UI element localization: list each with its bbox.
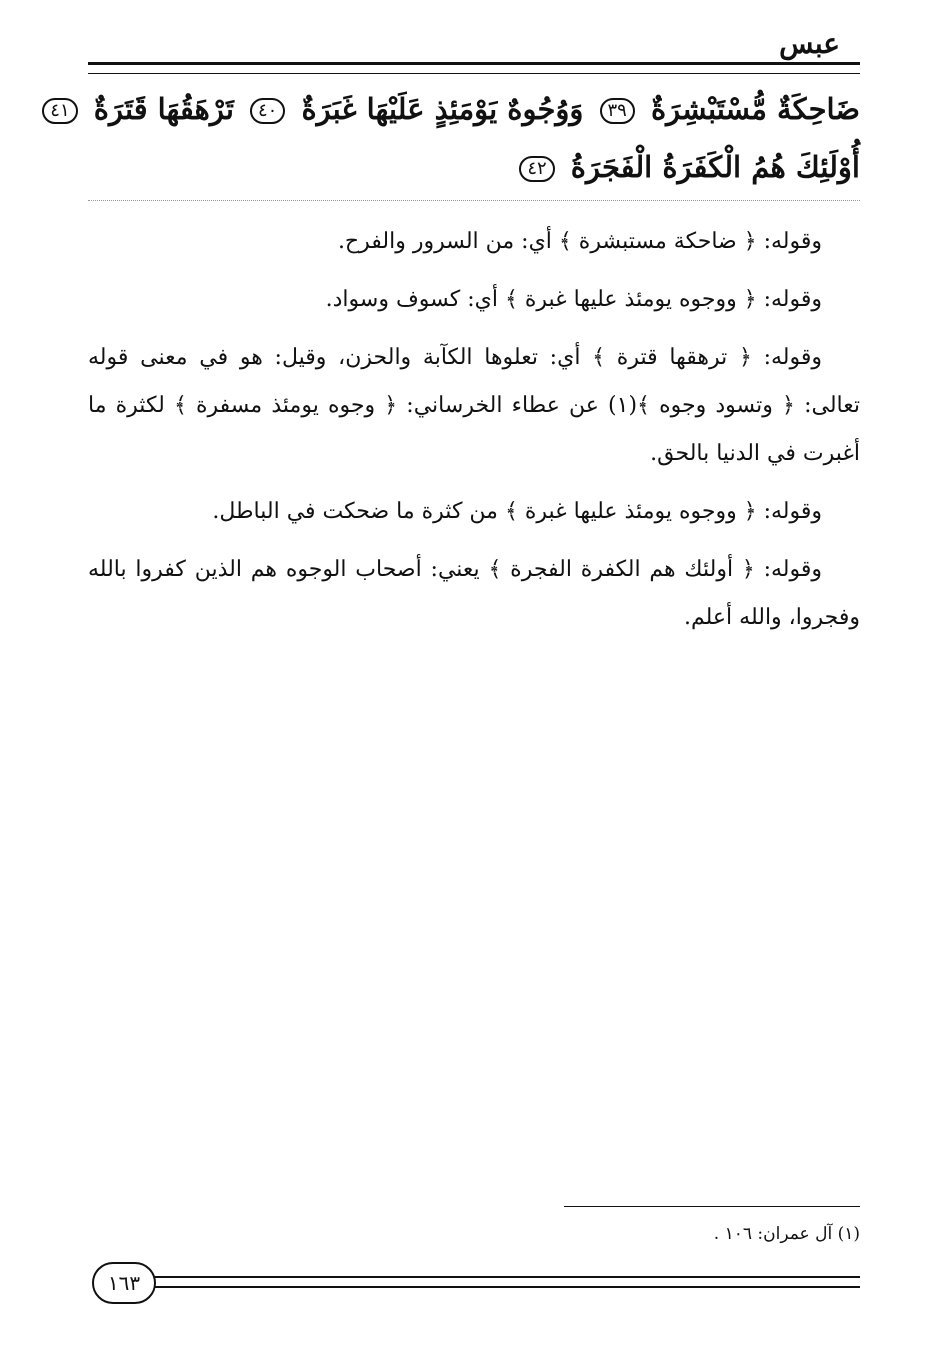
surah-title: عبس (779, 27, 840, 60)
header-rule (88, 62, 860, 74)
quran-verses (50, 80, 860, 196)
commentary-paragraph: وقوله: ﴿ أولئك هم الكفرة الفجرة ﴾ يعني: أصحاب الوجوه هم الذين كفروا بالله وفجروا، والله أعلم. (88, 557, 860, 630)
footnote-rule (564, 1206, 860, 1207)
ayah-number-39: ٣٩ (600, 98, 635, 124)
verse-40-text: وَوُجُوهٌ يَوْمَئِذٍ عَلَيْهَا غَبَرَةٌ (301, 92, 584, 126)
verse-line-2 (88, 138, 860, 196)
tafsir-commentary (88, 218, 860, 652)
verse-42-text: أُوْلَئِكَ هُمُ الْكَفَرَةُ الْفَجَرَةُ (570, 150, 860, 184)
footnote: (١) آل عمران: ١٠٦ . (713, 1224, 860, 1244)
commentary-paragraph: وقوله: ﴿ ترهقها قترة ﴾ أي: تعلوها الكآبة والحزن، وقيل: هو في معنى قوله تعالى: ﴿ وتسود وجوه ﴾(١) عن عطاء الخرساني: ﴿ وجوه يومئذ مسفرة ﴾ لكثرة ما أغبرت في الدنيا بالحق. (88, 345, 860, 466)
commentary-paragraph: وقوله: ﴿ ووجوه يومئذ عليها غبرة ﴾ أي: كسوف وسواد. (325, 287, 822, 312)
footer-rule (150, 1276, 860, 1288)
verse-separator (88, 200, 860, 201)
ayah-number-41: ٤١ (42, 98, 77, 124)
verse-line-1 (50, 80, 860, 138)
commentary-paragraph: وقوله: ﴿ ووجوه يومئذ عليها غبرة ﴾ من كثرة ما ضحكت في الباطل. (212, 499, 822, 524)
commentary-paragraph: وقوله: ﴿ ضاحكة مستبشرة ﴾ أي: من السرور والفرح. (337, 229, 822, 254)
verse-41-text: تَرْهَقُهَا قَتَرَةٌ (93, 92, 234, 126)
ayah-number-42: ٤٢ (519, 156, 554, 182)
page-number: ١٦٣ (92, 1262, 156, 1304)
ayah-number-40: ٤٠ (250, 98, 285, 124)
verse-39-text: ضَاحِكَةٌ مُّسْتَبْشِرَةٌ (650, 92, 860, 126)
